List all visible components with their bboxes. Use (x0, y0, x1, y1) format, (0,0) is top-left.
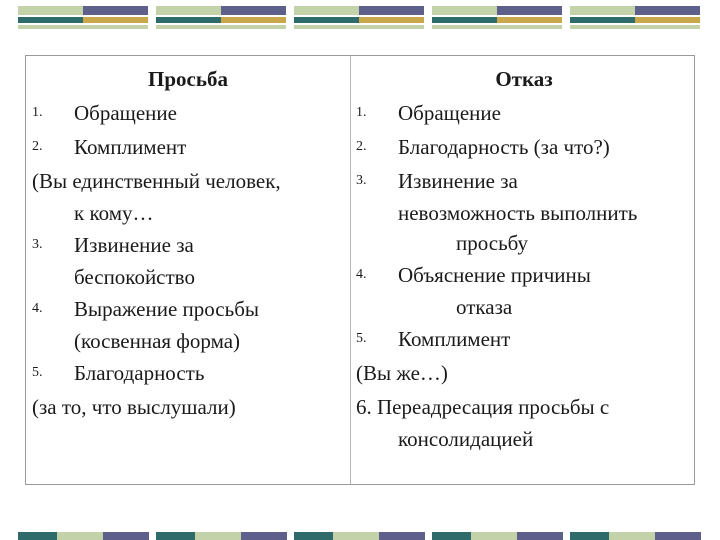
stripe-segment (18, 25, 148, 29)
refusal-aside: (Вы же…) (356, 361, 448, 385)
request-aside: (Вы единственный человек, (32, 169, 281, 193)
stripe-segment (471, 532, 517, 540)
column-divider (350, 56, 351, 484)
request-heading: Просьба (148, 67, 228, 91)
stripe-segment (294, 532, 333, 540)
stripe-segment (294, 17, 359, 23)
stripe-segment (497, 6, 562, 15)
stripe-segment (156, 17, 221, 23)
stripe-segment (294, 25, 424, 29)
stripe-segment (221, 17, 286, 23)
list-item-cont: (косвенная форма) (74, 329, 241, 353)
stripe-segment (156, 6, 221, 15)
stripe-segment (18, 17, 83, 23)
refusal-column (356, 62, 692, 454)
list-item: 4. Выражение просьбы (32, 297, 259, 321)
stripe-segment (432, 25, 562, 29)
stripe-segment (103, 532, 149, 540)
list-item-cont: отказа (456, 295, 513, 319)
stripe-segment (517, 532, 563, 540)
stripe-segment (83, 17, 148, 23)
request-closing: (за то, что выслушали) (32, 395, 236, 419)
request-aside-cont: к кому… (74, 201, 154, 225)
list-item-cont: невозможность выполнить (398, 201, 638, 225)
request-column (32, 62, 344, 424)
top-decorative-stripes (0, 6, 720, 32)
stripe-segment (635, 17, 700, 23)
stripe-segment (359, 6, 424, 15)
comparison-table (25, 55, 695, 485)
stripe-segment (379, 532, 425, 540)
list-item: 1. Обращение (356, 101, 501, 125)
stripe-segment (83, 6, 148, 15)
stripe-segment (156, 25, 286, 29)
stripe-segment (655, 532, 701, 540)
stripe-segment (432, 6, 497, 15)
stripe-segment (18, 6, 83, 15)
stripe-segment (359, 17, 424, 23)
list-item: 3. Извинение за (32, 233, 194, 257)
stripe-segment (156, 532, 195, 540)
list-item: 1. Обращение (32, 101, 177, 125)
list-item: 2. Комплимент (32, 135, 187, 159)
list-item: 4. Объяснение причины (356, 263, 591, 287)
refusal-item-6: 6. Переадресация просьбы с (356, 395, 610, 419)
refusal-heading: Отказ (495, 67, 553, 91)
stripe-segment (609, 532, 655, 540)
list-item-cont: беспокойство (74, 265, 195, 289)
stripe-segment (221, 6, 286, 15)
stripe-segment (570, 532, 609, 540)
stripe-segment (294, 6, 359, 15)
stripe-segment (57, 532, 103, 540)
stripe-segment (333, 532, 379, 540)
stripe-segment (497, 17, 562, 23)
list-item-cont: просьбу (456, 231, 529, 255)
list-item: 5. Благодарность (32, 361, 205, 385)
list-item: 3. Извинение за (356, 169, 518, 193)
stripe-segment (241, 532, 287, 540)
stripe-segment (18, 532, 57, 540)
list-item: 5. Комплимент (356, 327, 511, 351)
bottom-decorative-stripes (0, 532, 720, 540)
stripe-segment (432, 532, 471, 540)
stripe-segment (635, 6, 700, 15)
stripe-segment (570, 6, 635, 15)
stripe-segment (195, 532, 241, 540)
stripe-segment (432, 17, 497, 23)
list-item: 2. Благодарность (за что?) (356, 135, 610, 159)
stripe-segment (570, 25, 700, 29)
stripe-segment (570, 17, 635, 23)
list-item-cont: консолидацией (398, 427, 534, 451)
